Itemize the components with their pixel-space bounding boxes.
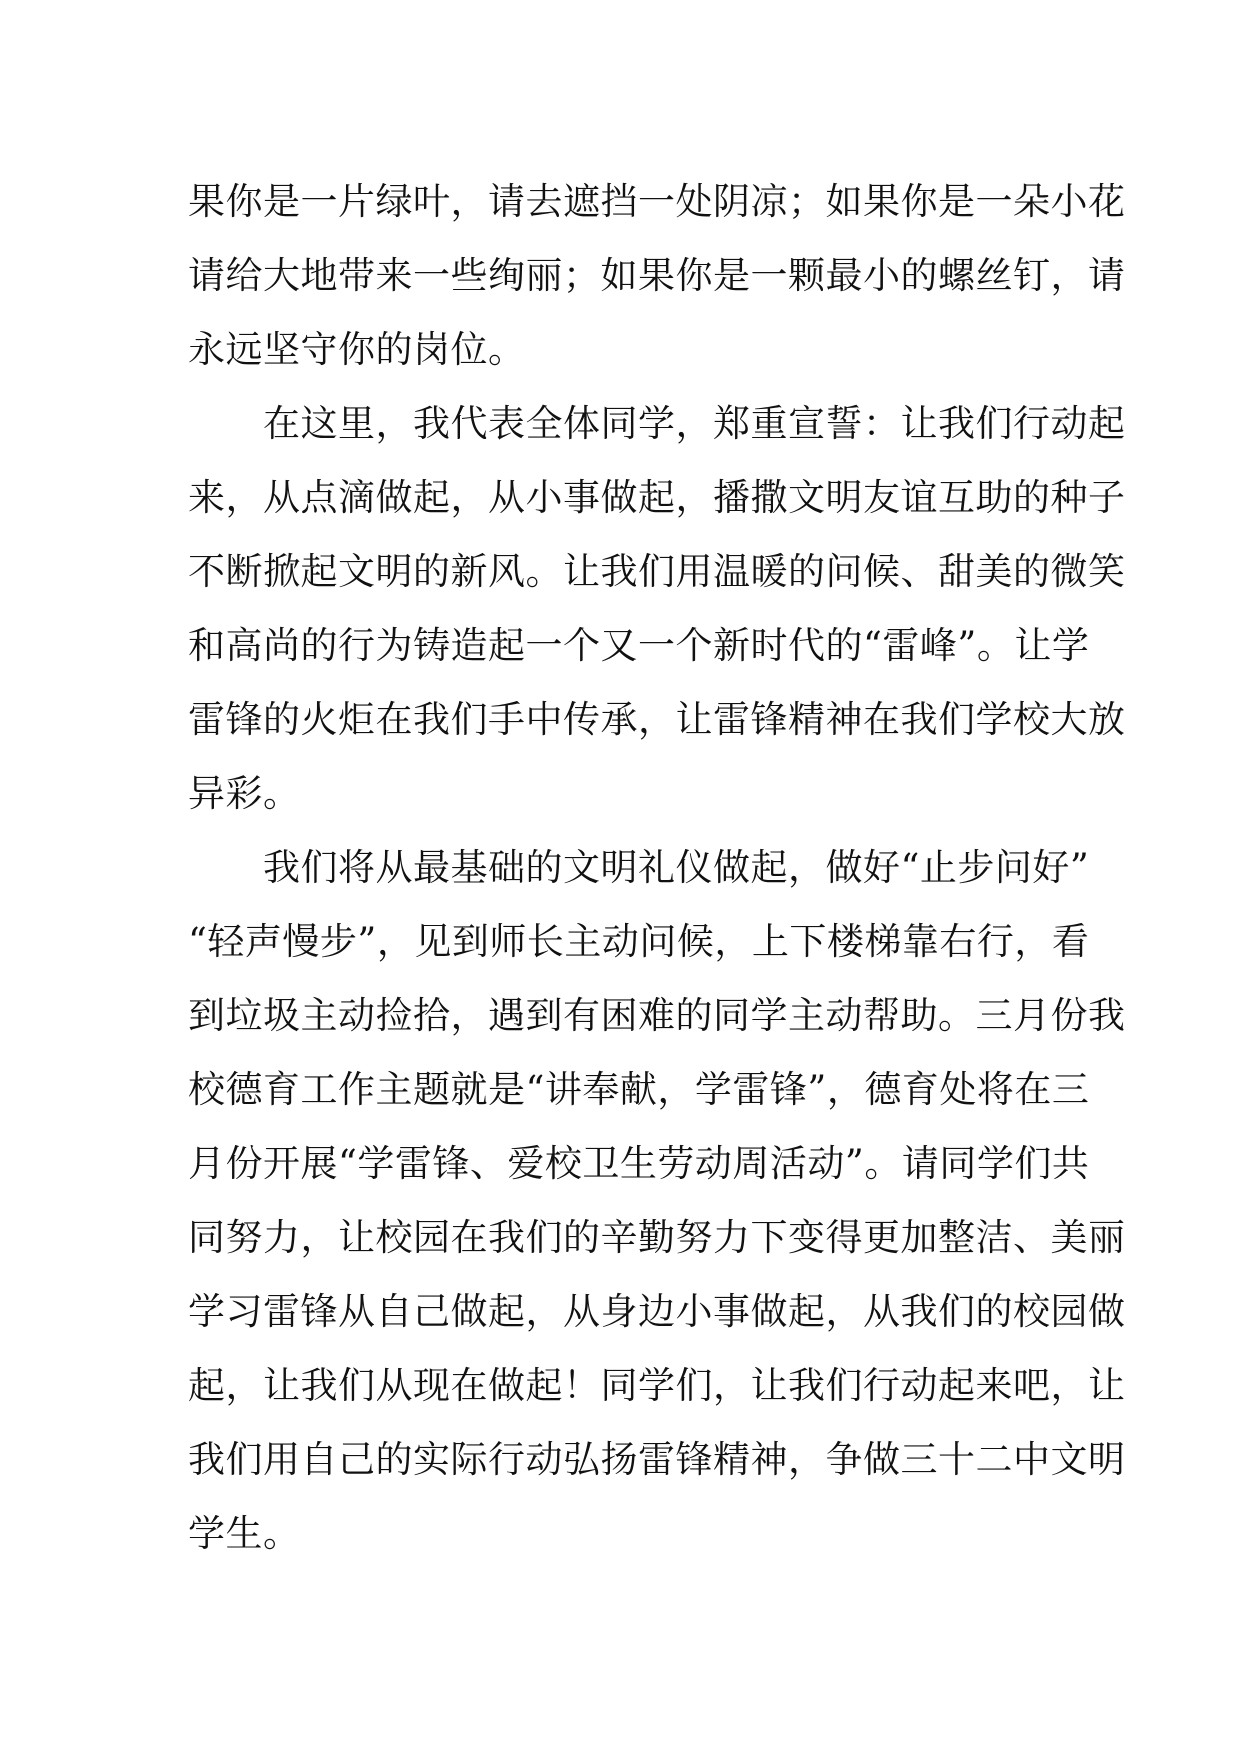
text-line: 请给大地带来一些绚丽；如果你是一颗最小的螺丝钉，请 (188, 254, 1126, 297)
text-line: 我们将从最基础的文明礼仪做起，做好“止步问好” (188, 846, 1090, 889)
body-text (188, 165, 1126, 1571)
text-line: 和高尚的行为铸造起一个又一个新时代的“雷峰”。让学 (188, 624, 1090, 667)
text-line: 在这里，我代表全体同学，郑重宣誓：让我们行动起 (188, 402, 1126, 445)
text-line: “轻声慢步”，见到师长主动问候，上下楼梯靠右行，看 (188, 920, 1090, 963)
text-line: 果你是一片绿叶，请去遮挡一处阴凉；如果你是一朵小花 (188, 180, 1126, 223)
text-line: 来，从点滴做起，从小事做起，播撒文明友谊互助的种子 (188, 476, 1126, 519)
text-line: 学生。 (188, 1512, 301, 1555)
text-line: 起，让我们从现在做起！同学们，让我们行动起来吧，让 (188, 1364, 1126, 1407)
text-line: 同努力，让校园在我们的辛勤努力下变得更加整洁、美丽 (188, 1216, 1126, 1259)
text-line: 永远坚守你的岗位。 (188, 328, 526, 371)
text-line: 月份开展“学雷锋、爱校卫生劳动周活动”。请同学们共 (188, 1142, 1090, 1185)
text-line: 学习雷锋从自己做起，从身边小事做起，从我们的校园做 (188, 1290, 1126, 1333)
text-line: 校德育工作主题就是“讲奉献，学雷锋”，德育处将在三 (188, 1068, 1090, 1111)
text-line: 我们用自己的实际行动弘扬雷锋精神，争做三十二中文明 (188, 1438, 1126, 1481)
text-line: 雷锋的火炬在我们手中传承，让雷锋精神在我们学校大放 (188, 698, 1126, 741)
text-line: 异彩。 (188, 772, 301, 815)
text-line: 不断掀起文明的新风。让我们用温暖的问候、甜美的微笑 (188, 550, 1126, 593)
text-line: 到垃圾主动捡拾，遇到有困难的同学主动帮助。三月份我 (188, 994, 1126, 1037)
